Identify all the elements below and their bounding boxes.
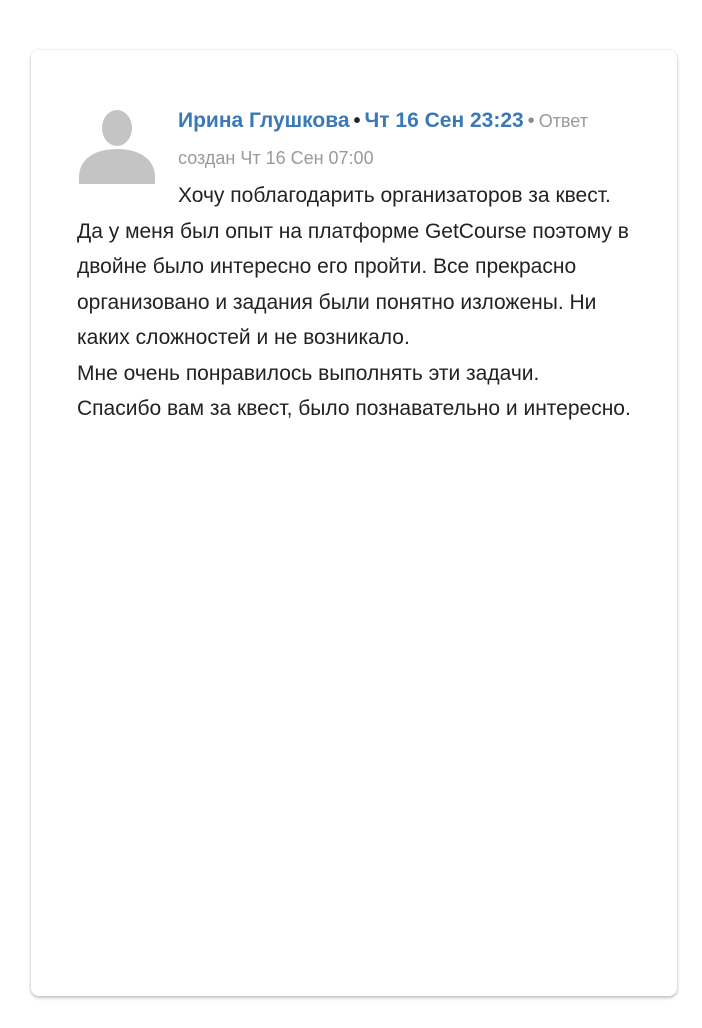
- avatar[interactable]: [77, 104, 157, 184]
- user-silhouette-icon: [77, 104, 157, 184]
- comment-meta: [77, 102, 637, 177]
- author-link[interactable]: Ирина Глушкова: [178, 109, 350, 132]
- separator-dot: •: [527, 110, 535, 132]
- reply-label: Ответ: [538, 111, 588, 131]
- comment: [77, 102, 637, 427]
- comment-line: Мне очень понравилось выполнять эти задачи.: [77, 361, 540, 385]
- comment-date-link[interactable]: Чт 16 Сен 23:23: [364, 109, 524, 132]
- comment-line: Да у меня был опыт на платформе GetCourse поэтому в двойне было интересно его пройти. Все прекрасно организовано и задания были понятно изложены. Ни каких сложностей и не возникало.: [77, 219, 629, 349]
- created-date: создан Чт 16 Сен 07:00: [178, 148, 374, 168]
- comment-card: [31, 50, 677, 996]
- comment-text: [77, 178, 637, 427]
- separator-dot: •: [353, 110, 361, 132]
- comment-line: Хочу поблагодарить организаторов за квест.: [178, 184, 611, 207]
- comment-line: Спасибо вам за квест, было познавательно и интересно.: [77, 397, 631, 420]
